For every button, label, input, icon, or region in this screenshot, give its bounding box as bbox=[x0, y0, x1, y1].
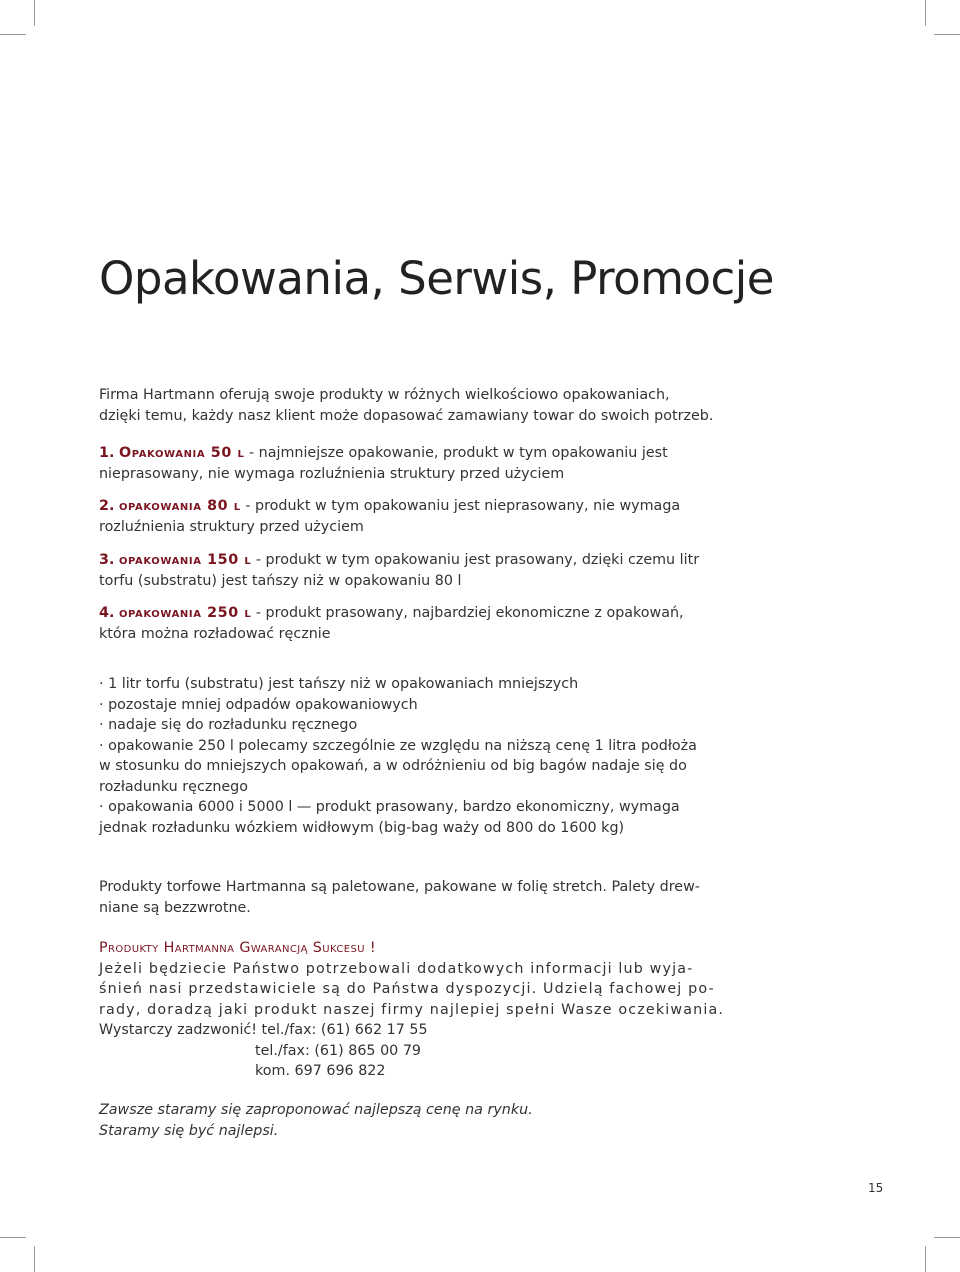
package-item bbox=[99, 443, 699, 484]
package-item bbox=[99, 603, 699, 644]
crop-mark bbox=[925, 0, 926, 26]
list-item: w stosunku do mniejszych opakowań, a w odróżnieniu od big bagów nadaje się do bbox=[99, 758, 687, 774]
list-item: rozładunku ręcznego bbox=[99, 778, 249, 795]
package-number: 1. bbox=[99, 445, 115, 461]
crop-mark bbox=[0, 1237, 26, 1238]
intro-paragraph bbox=[99, 385, 714, 426]
package-name: opakowania 150 l bbox=[118, 552, 252, 568]
contact-line: rady, doradzą jaki produkt naszej firmy najlepiej spełni Wasze oczekiwania. bbox=[99, 1001, 725, 1018]
closing-paragraph bbox=[99, 1100, 699, 1141]
phone-number: tel./fax: (61) 865 00 79 bbox=[255, 1042, 422, 1059]
package-text: - produkt w tym opakowaniu jest nieprasowany, nie wymaga bbox=[240, 498, 681, 514]
package-name: opakowania 80 l bbox=[118, 498, 241, 514]
crop-mark bbox=[934, 1237, 960, 1238]
pallets-line: niane są bezzwrotne. bbox=[99, 899, 251, 916]
intro-line: dzięki temu, każdy nasz klient może dopasować zamawiany towar do swoich potrzeb. bbox=[99, 407, 714, 424]
closing-line: Staramy się być najlepsi. bbox=[99, 1122, 279, 1139]
package-number: 3. bbox=[99, 552, 115, 568]
guarantee-heading: Produkty Hartmanna Gwarancją Sukcesu ! bbox=[99, 940, 377, 956]
list-item: jednak rozładunku wózkiem widłowym (big-bag waży od 800 do 1600 kg) bbox=[99, 819, 625, 836]
crop-mark bbox=[34, 0, 35, 26]
phone-number: kom. 697 696 822 bbox=[255, 1063, 386, 1079]
contact-line: śnień nasi przedstawiciele są do Państwa dyspozycji. Udzielą fachowej po- bbox=[99, 981, 715, 997]
list-item: · nadaje się do rozładunku ręcznego bbox=[99, 717, 358, 733]
list-item: · 1 litr torfu (substratu) jest tańszy niż w opakowaniach mniejszych bbox=[99, 676, 579, 692]
list-item: · opakowanie 250 l polecamy szczególnie ze względu na niższą cenę 1 litra podłoża bbox=[99, 737, 697, 754]
package-name: opakowania 250 l bbox=[118, 605, 252, 621]
package-item bbox=[99, 496, 699, 537]
package-text: - produkt prasowany, najbardziej ekonomiczne z opakowań, bbox=[251, 605, 684, 621]
page-number: 15 bbox=[868, 1181, 884, 1195]
call-line: Wystarczy zadzwonić! tel./fax: (61) 662 17 55 bbox=[99, 1022, 428, 1038]
package-text: torfu (substratu) jest tańszy niż w opakowaniu 80 l bbox=[99, 572, 462, 589]
page-title: Opakowania, Serwis, Promocje bbox=[99, 252, 774, 305]
pallets-line: Produkty torfowe Hartmanna są paletowane, pakowane w folię stretch. Palety drew- bbox=[99, 879, 700, 895]
contact-line: Jeżeli będziecie Państwo potrzebowali dodatkowych informacji lub wyja- bbox=[99, 960, 694, 977]
package-text: rozluźnienia struktury przed użyciem bbox=[99, 518, 364, 535]
package-number: 4. bbox=[99, 605, 115, 621]
contact-section bbox=[99, 938, 725, 1082]
intro-line: Firma Hartmann oferują swoje produkty w różnych wielkościowo opakowaniach, bbox=[99, 387, 670, 403]
package-text: nieprasowany, nie wymaga rozluźnienia struktury przed użyciem bbox=[99, 465, 565, 482]
closing-line: Zawsze staramy się zaproponować najlepszą cenę na rynku. bbox=[99, 1102, 533, 1118]
pallets-paragraph bbox=[99, 877, 699, 918]
package-text: - najmniejsze opakowanie, produkt w tym opakowaniu jest bbox=[244, 445, 668, 461]
list-item: · pozostaje mniej odpadów opakowaniowych bbox=[99, 696, 418, 713]
package-text: która można rozładować ręcznie bbox=[99, 625, 331, 642]
package-number: 2. bbox=[99, 498, 115, 514]
crop-mark bbox=[934, 34, 960, 35]
benefits-list bbox=[99, 674, 699, 838]
package-text: - produkt w tym opakowaniu jest prasowany, dzięki czemu litr bbox=[251, 552, 700, 568]
crop-mark bbox=[34, 1246, 35, 1272]
list-item: · opakowania 6000 i 5000 l — produkt prasowany, bardzo ekonomiczny, wymaga bbox=[99, 799, 680, 815]
package-item bbox=[99, 550, 699, 591]
crop-mark bbox=[0, 34, 26, 35]
package-name: Opakowania 50 l bbox=[118, 445, 245, 461]
crop-mark bbox=[925, 1246, 926, 1272]
